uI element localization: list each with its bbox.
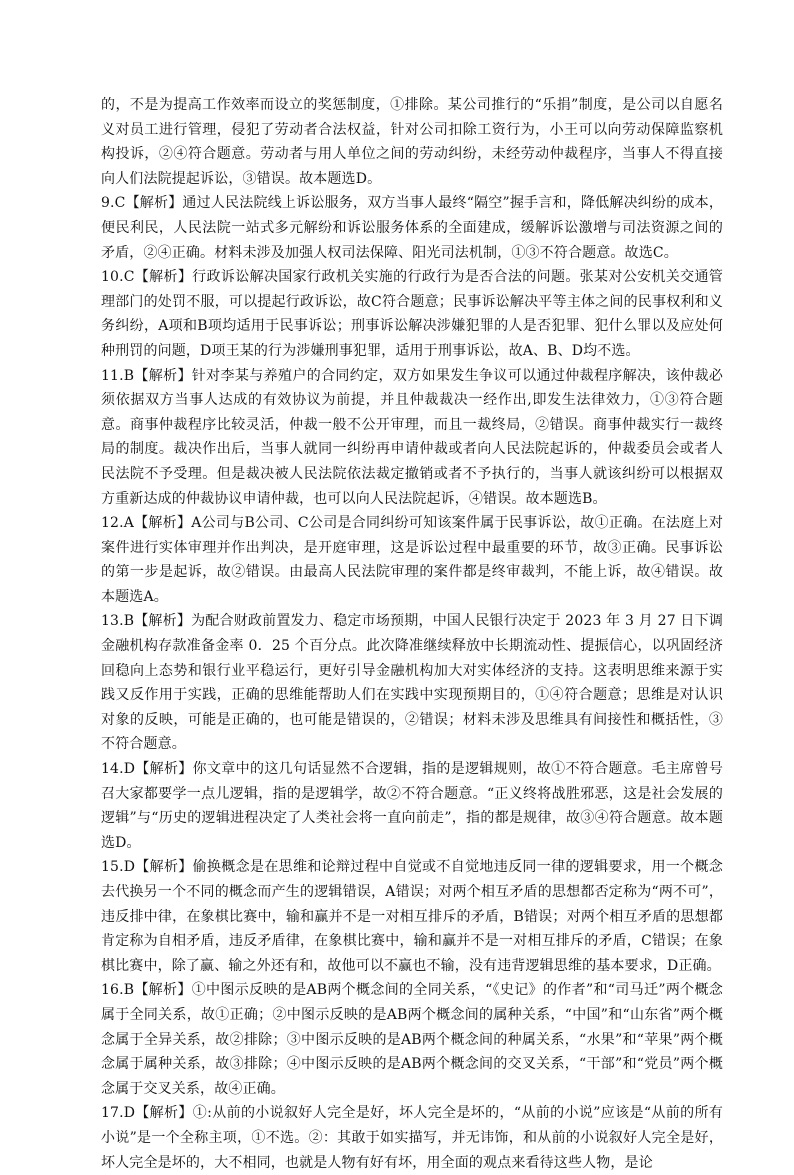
paragraph-q15: 15.D【解析】偷换概念是在思维和论辩过程中自觉或不自觉地违反同一律的逻辑要求，用一个概念去代换另一个不同的概念而产生的逻辑错误，A错误；对两个相互矛盾的思想都否定称为“两不可”，违反排中律，在象棋比赛中，输和赢并不是一对相互排斥的矛盾，B错误；对两个相互矛盾的思想都肯定称为自相矛盾，违反矛盾律，在象棋比赛中，输和赢并不是一对相互排斥的矛盾，C错误；在象棋比赛中，除了赢、输之外还有和，故他可以不赢也不输，没有违背逻辑思维的基本要求，D正确。 — [101, 859, 723, 974]
paragraph-q8-continued: 的，不是为提高工作效率而设立的奖惩制度，①排除。某公司推行的“乐捐”制度，是公司以自愿名义对员工进行管理，侵犯了劳动者合法权益，针对公司扣除工资行为，小王可以向劳动保障监察机构投诉，②④符合题意。劳动者与用人单位之间的劳动纠纷，未经劳动仲裁程序，当事人不得直接向人们法院提起诉讼，③错误。故本题选D。 — [101, 97, 723, 187]
paragraph-q16: 16.B【解析】①中图示反映的是AB两个概念间的全同关系，“《史记》的作者”和“司马迁”两个概念属于全同关系，故①正确；②中图示反映的是AB两个概念间的属种关系，“中国”和“山东省”两个概念属于全异关系，故②排除；③中图示反映的是AB两个概念间的种属关系，“水果”和“苹果”两个概念属于属种关系，故③排除；④中图示反映的是AB两个概念间的交叉关系，“干部”和“党员”两个概念属于交叉关系，故④正确。 — [101, 982, 723, 1097]
paragraph-q11: 11.B【解析】针对李某与养殖户的合同约定，双方如果发生争议可以通过仲裁程序解决，该仲裁必须依据双方当事人达成的有效协议为前提，并且仲裁裁决一经作出,即发生法律效力，①③符合题意。商事仲裁程序比较灵活，仲裁一般不公开审理，而且一裁终局，②错误。商事仲裁实行一裁终局的制度。裁决作出后，当事人就同一纠纷再申请仲裁或者向人民法院起诉的，仲裁委员会或者人民法院不予受理。但是裁决被人民法院依法裁定撤销或者不予执行的，当事人就该纠纷可以根据双方重新达成的仲裁协议申请仲裁，也可以向人民法院起诉，④错误。故本题选B。 — [101, 367, 723, 507]
paragraph-q12: 12.A【解析】A公司与B公司、C公司是合同纠纷可知该案件属于民事诉讼，故①正确。在法庭上对案件进行实体审理并作出判决，是开庭审理，这是诉讼过程中最重要的环节，故③正确。民事诉讼的第一步是起诉，故②错误。由最高人民法院审理的案件都是终审裁判，不能上诉，故④错误。故本题选A。 — [101, 515, 723, 605]
paragraph-q9: 9.C【解析】通过人民法院线上诉讼服务，双方当事人最终“隔空”握手言和，降低解决纠纷的成本，便民利民，人民法院一站式多元解纷和诉讼服务体系的全面建成，缓解诉讼激增与司法资源之间的矛盾，②④正确。材料未涉及加强人权司法保障、阳光司法机制，①③不符合题意。故选C。 — [101, 195, 723, 261]
paragraph-q10: 10.C【解析】行政诉讼解决国家行政机关实施的行政行为是否合法的问题。张某对公安机关交通管理部门的处罚不服，可以提起行政诉讼，故C符合题意；民事诉讼解决平等主体之间的民事权利和义务纠纷，A项和B项均适用于民事诉讼；刑事诉讼解决涉嫌犯罪的人是否犯罪、犯什么罪以及应处何种刑罚的问题，D项王某的行为涉嫌刑事犯罪，适用于刑事诉讼，故A、B、D均不选。 — [101, 269, 723, 359]
paragraph-q17: 17.D【解析】①:从前的小说叙好人完全是好，坏人完全是坏的，“从前的小说”应该是“从前的所有小说”是一个全称主项，①不选。②：其敢于如实描写，并无讳饰，和从前的小说叙好人完全是好，坏人完全是坏的，大不相同，也就是人物有好有坏，用全面的观点来看待这些人物，是论 — [101, 1105, 723, 1171]
answer-explanations — [101, 93, 723, 1175]
paragraph-q13: 13.B【解析】为配合财政前置发力、稳定市场预期，中国人民银行决定于 2023 年 3 月 27 日下调金融机构存款准备金率 0．25 个百分点。此次降准继续释放中长期流动性、提振信心，以巩固经济回稳向上态势和银行业平稳运行，更好引导金融机构加大对实体经济的支持。这表明思维来源于实践又反作用于实践，正确的思维能帮助人们在实践中实现预期目的，①④符合题意；思维是对认识对象的反映，可能是正确的，也可能是错误的，②错误；材料未涉及思维具有间接性和概括性，③不符合题意。 — [101, 613, 723, 753]
paragraph-q14: 14.D【解析】你文章中的这几句话显然不合逻辑，指的是逻辑规则，故①不符合题意。毛主席曾号召大家都要学一点儿逻辑，指的是逻辑学，故②不符合题意。“正义终将战胜邪恶，这是社会发展的逻辑”与“历史的逻辑进程决定了人类社会将一直向前走”，指的都是规律，故③④符合题意。故本题选D。 — [101, 761, 723, 851]
